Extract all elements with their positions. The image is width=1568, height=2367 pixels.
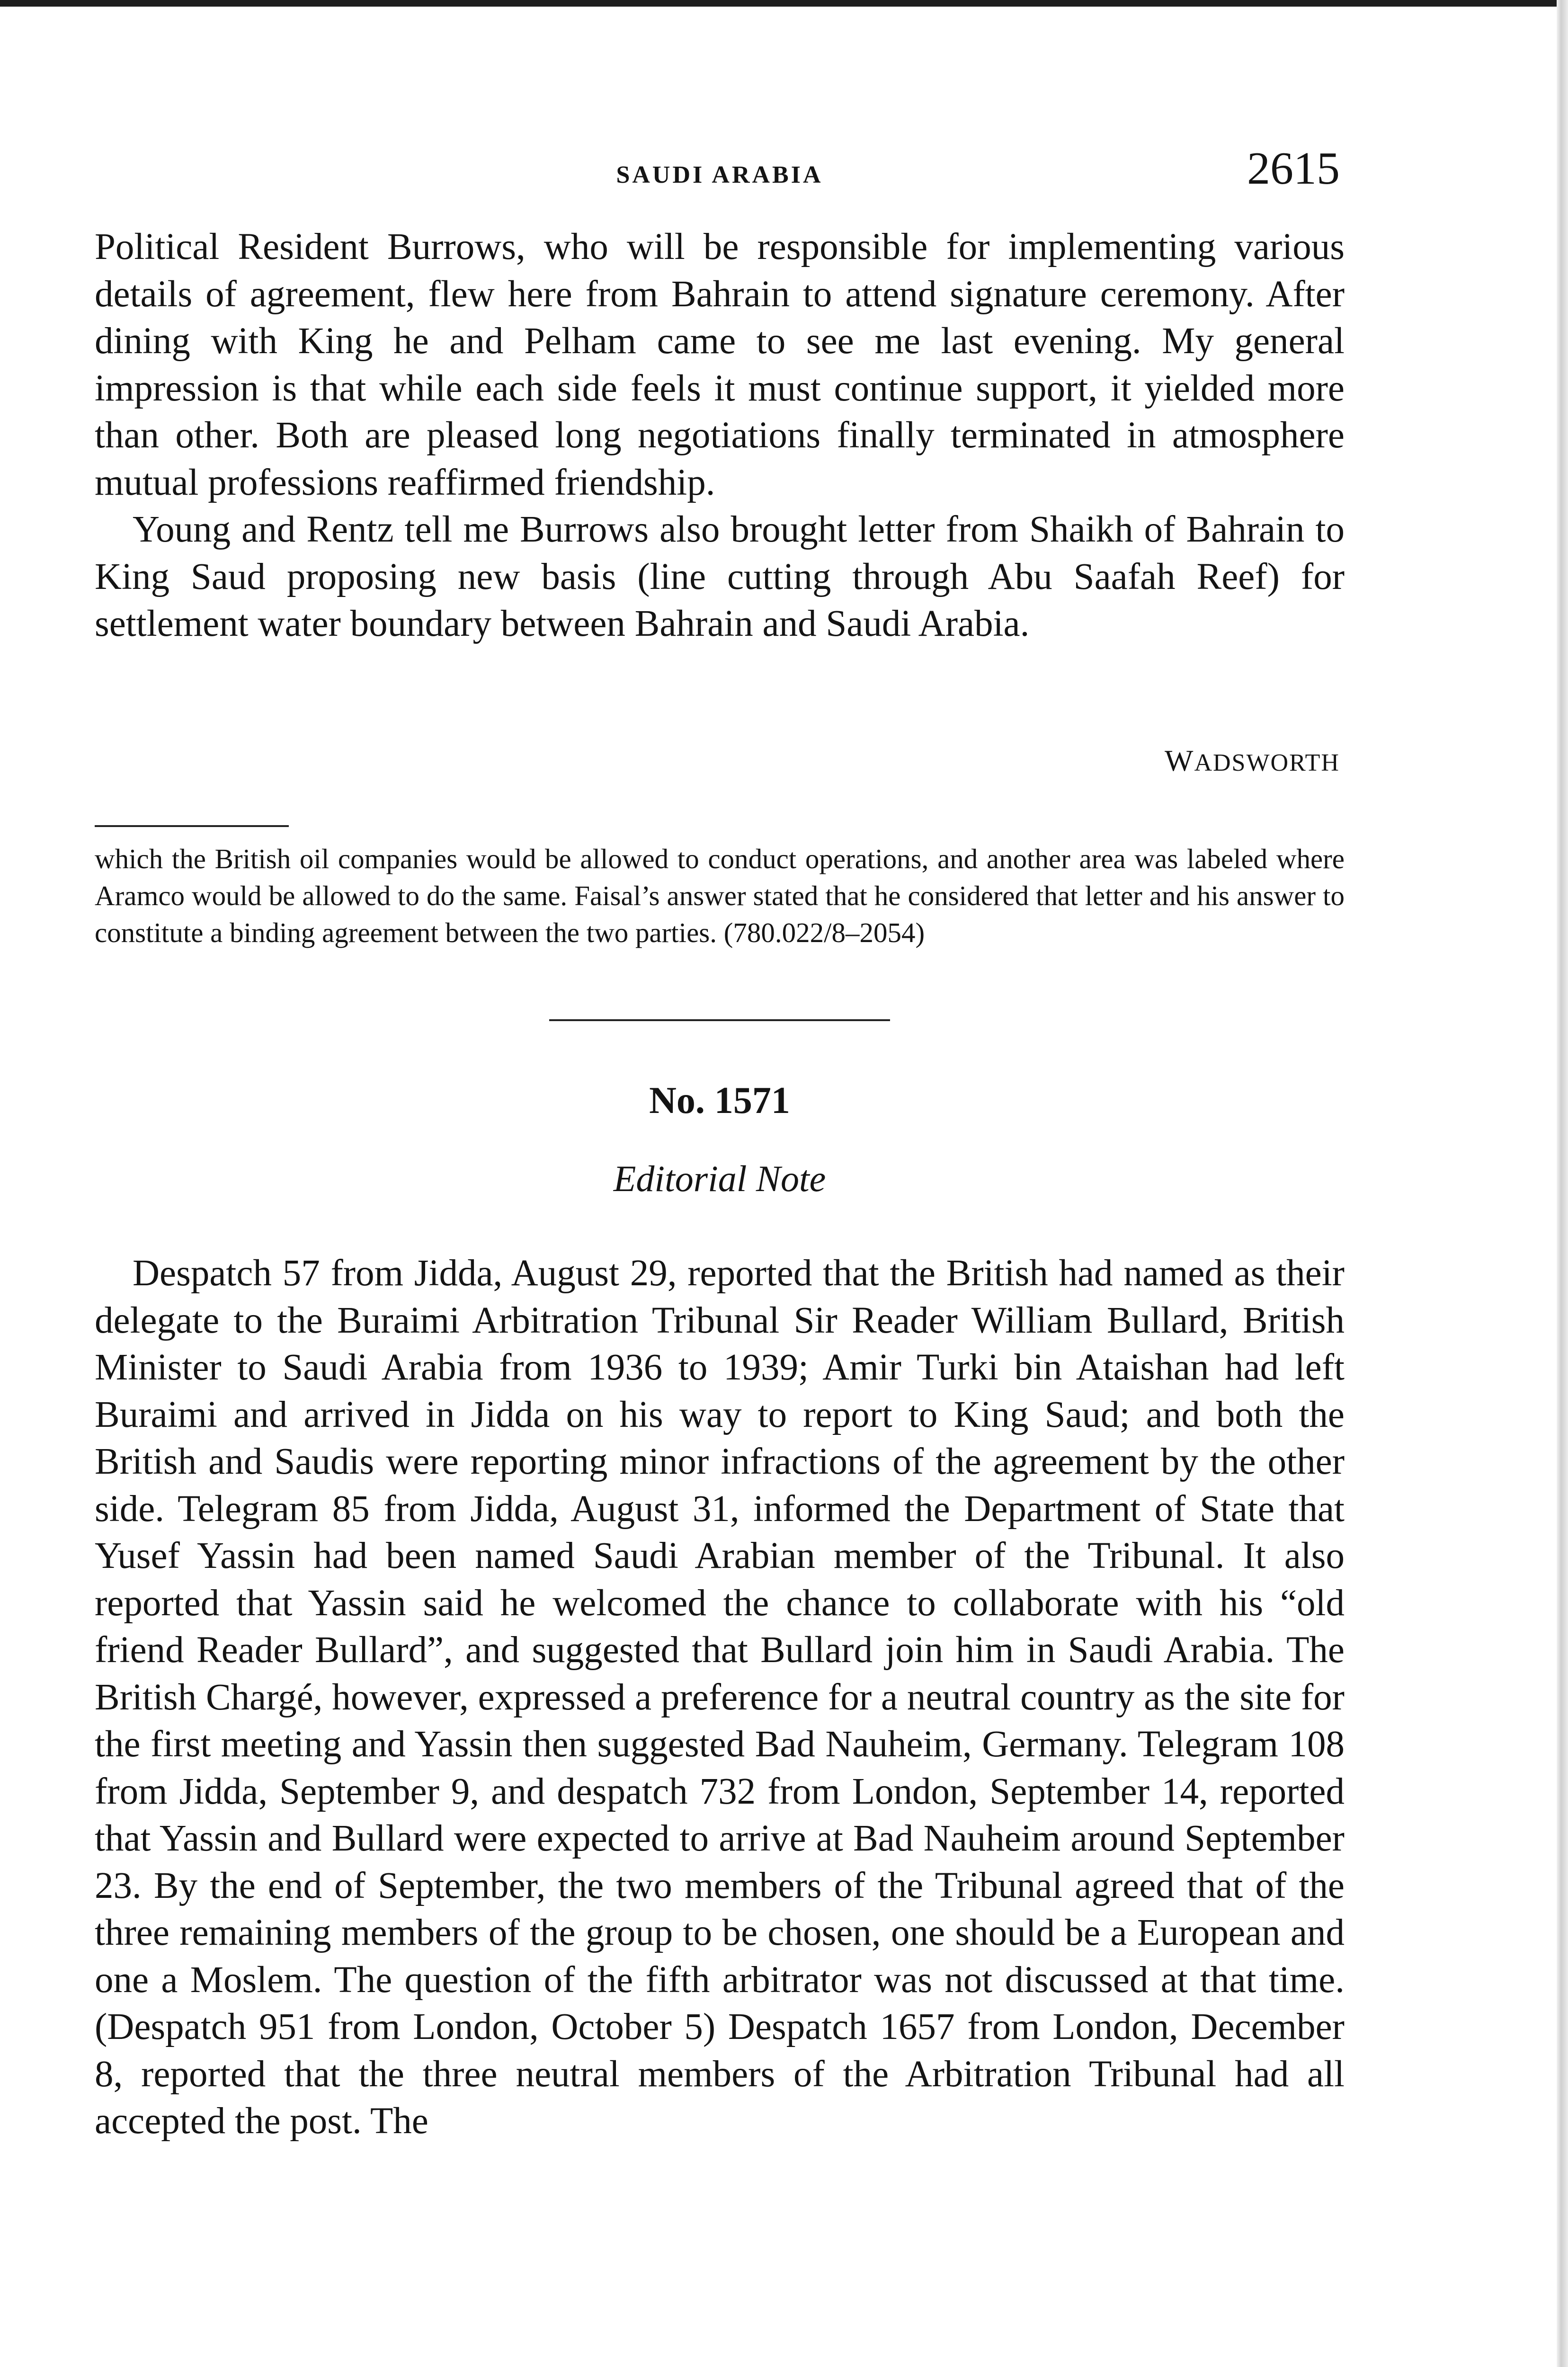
telegram-continuation [95,223,1345,648]
signature [1165,743,1340,778]
footnote-rule [95,825,289,827]
scan-right-edge [1557,0,1568,2367]
section-divider [549,1019,890,1021]
signature-rest: ADSWORTH [1194,749,1340,776]
editorial-note [95,1250,1345,2145]
page-number: 2615 [1247,143,1340,194]
footnote-text: which the British oil companies would be allowed to conduct operations, and another area was labeled where Aramco would be allowed to do the same. Faisal’s answer stated that he considered that letter and his answer to constitute a binding agreement between the two parties. (780.022/8–2054) [95,843,1345,948]
signature-initial: W [1165,744,1194,777]
document-number: No. 1571 [649,1080,790,1121]
running-title: SAUDI ARABIA [616,161,823,188]
running-header [95,142,1345,199]
telegram-paragraph-2: Young and Rentz tell me Burrows also brought letter from Shaikh of Bahrain to King Saud proposing new basis (line cutting through Abu Saafah Reef) for settlement water boundary between Bahrain and Saudi Arabia. [95,509,1345,644]
document-subtitle: Editorial Note [613,1158,826,1199]
scan-top-edge [0,0,1568,7]
editorial-note-paragraph: Despatch 57 from Jidda, August 29, reported that the British had named as their delegate to the Buraimi Arbitration Tribunal Sir Reader William Bullard, British Minister to Saudi Arabia from 1936 to 1939; Amir Turki bin Ataishan had left Buraimi and arrived in Jidda on his way to report to King Saud; and both the British and Saudis were reporting minor infractions of the agreement by the other side. Telegram 85 from Jidda, August 31, informed the Department of State that Yusef Yassin had been named Saudi Arabian member of the Tribunal. It also reported that Yassin said he welcomed the chance to collaborate with his “old friend Reader Bullard”, and suggested that Bullard join him in Saudi Arabia. The British Chargé, however, expressed a preference for a neutral country as the site for the first meeting and Yassin then suggested Bad Nauheim, Germany. Telegram 108 from Jidda, September 9, and despatch 732 from London, September 14, reported that Yassin and Bullard were expected to arrive at Bad Nauheim around September 23. By the end of September, the two members of the Tribunal agreed that of the three remaining members of the group to be chosen, one should be a European and one a Moslem. The question of the fifth arbitrator was not discussed at that time. (Despatch 951 from London, October 5) Despatch 1657 from London, December 8, reported that the three neutral members of the Arbitration Tribunal had all accepted the post. The [95,1253,1345,2142]
telegram-paragraph-1: Political Resident Burrows, who will be responsible for implementing various details of agreement, flew here from Bahrain to attend signature ceremony. After dining with King he and Pelham came to see me last evening. My general impression is that while each side feels it must continue support, it yielded more than other. Both are pleased long negotiations finally terminated in atmosphere mutual professions reaffirmed friendship. [95,226,1345,503]
